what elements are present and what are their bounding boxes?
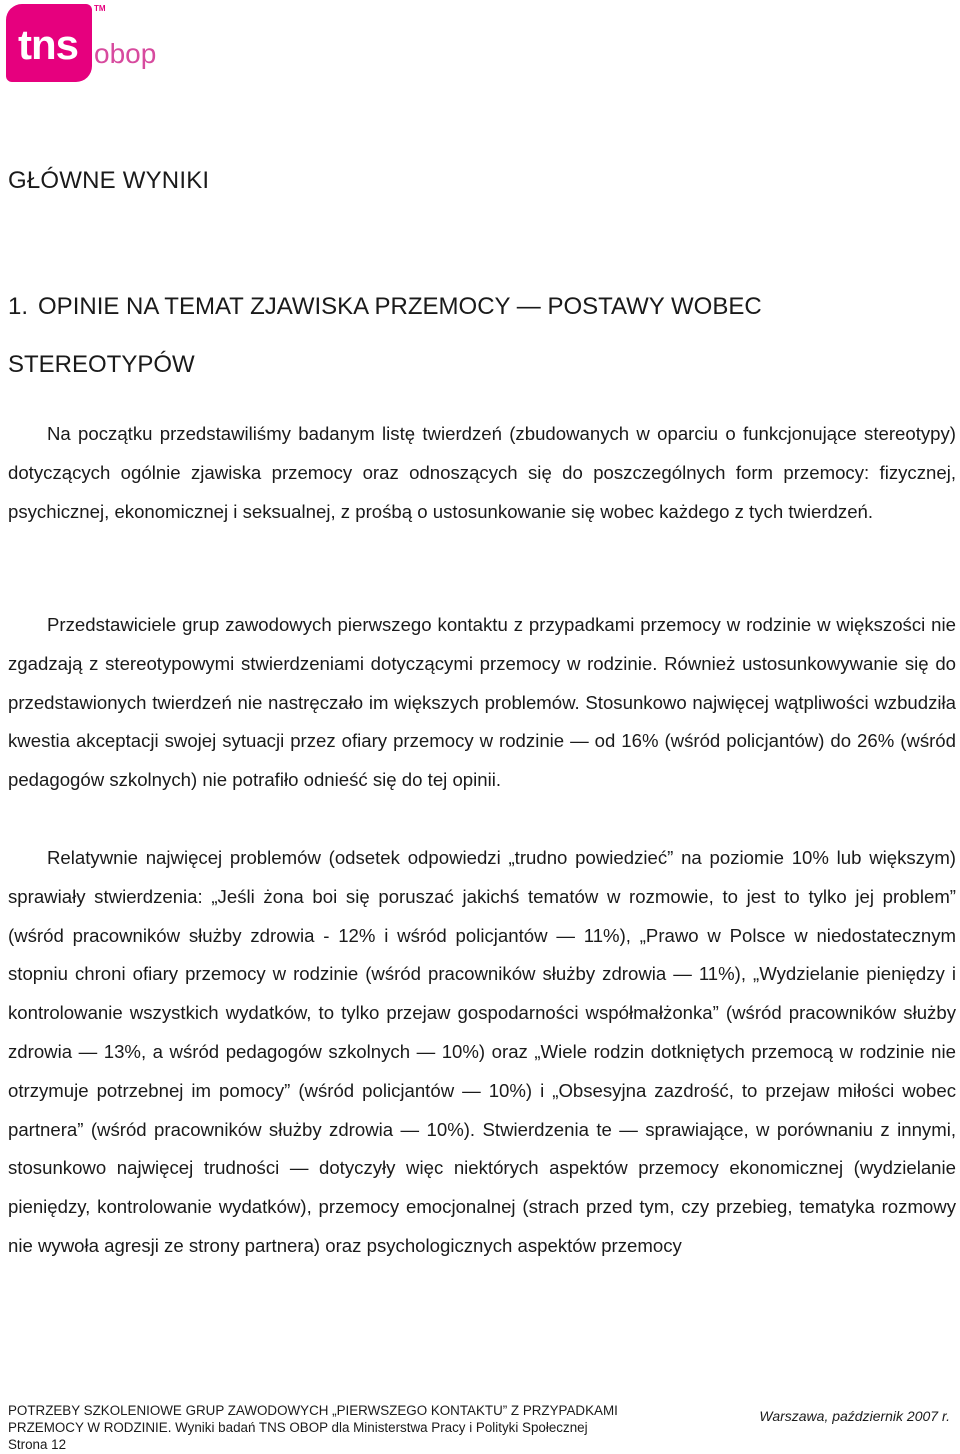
paragraph-intro — [8, 415, 956, 531]
footer-page-number: Strona 12 — [8, 1437, 67, 1452]
footer-line-2: PRZEMOCY W RODZINIE. Wyniki badań TNS OBOP dla Ministerstwa Pracy i Polityki Społecznej — [8, 1420, 588, 1435]
logo-trademark: TM — [94, 4, 106, 13]
paragraph-stereotypes-text: Przedstawiciele grup zawodowych pierwszego kontaktu z przypadkami przemocy w rodzinie w większości nie zgadzają z stereotypowymi stwierdzeniami dotyczącymi przemocy w rodzinie. Również ustosunkowywanie się do przedstawionych twierdzeń nie nastręczało im większych problemów. Stosunkowo najwięcej wątpliwości wzbudziła kwestia akceptacji swojej sytuacji przez ofiary przemocy w rodzinie — od 16% (wśród policjantów) do 26% (wśród pedagogów szkolnych) nie potrafiło odnieść się do tej opinii. — [8, 614, 956, 791]
footer-report-info — [8, 1402, 728, 1453]
footer-date: Warszawa, październik 2007 r. — [759, 1408, 950, 1424]
logo-mark — [6, 4, 92, 82]
section-title: OPINIE NA TEMAT ZJAWISKA PRZEMOCY — POSTAWY WOBEC STEREOTYPÓW — [8, 293, 762, 378]
paragraph-difficulties — [8, 839, 956, 1266]
logo-brand: tns — [18, 21, 78, 68]
footer-line-1: POTRZEBY SZKOLENIOWE GRUP ZAWODOWYCH „PIERWSZEGO KONTAKTU” Z PRZYPADKAMI — [8, 1403, 618, 1418]
paragraph-difficulties-text: Relatywnie najwięcej problemów (odsetek odpowiedzi „trudno powiedzieć” na poziomie 10% lub większym) sprawiały stwierdzenia: „Jeśli żona boi się poruszać jakichś tematów w rozmowie, to jest to tylko jej problem” (wśród pracowników służby zdrowia - 12% i wśród policjantów — 11%), „Prawo w Polsce w niedostatecznym stopniu chroni ofiary przemocy w rodzinie (wśród pracowników służby zdrowia — 11%), „Wydzielanie pieniędzy i kontrolowanie wszystkich wydatków, to tylko przejaw gospodarności współmałżonka” (wśród pracowników służby zdrowia — 13%, a wśród pedagogów szkolnych — 10%) oraz „Wiele rodzin dotkniętych przemocą w rodzinie nie otrzymuje potrzebnej im pomocy” (wśród policjantów — 10%) i „Obsesyjna zazdrość, to przejaw miłości wobec partnera” (wśród pracowników służby zdrowia — 10%). Stwierdzenia te — sprawiające, w porównaniu z innymi, stosunkowo najwięcej trudności — dotyczyły więc niektórych aspektów przemocy ekonomicznej (wydzielanie pieniędzy, kontrolowanie wydatków), przemocy emocjonalnej (strach przed tym, czy przebieg, tematyka rozmowy nie wywoła agresji ze strony partnera) oraz psychologicznych aspektów przemocy — [8, 847, 956, 1256]
logo-sub: obop — [94, 38, 157, 69]
tns-obop-logo — [6, 4, 156, 84]
paragraph-intro-text: Na początku przedstawiliśmy badanym listę twierdzeń (zbudowanych w oparciu o funkcjonujące stereotypy) dotyczących ogólnie zjawiska przemocy oraz odnoszących się do poszczególnych form przemocy: fizycznej, psychicznej, ekonomicznej i seksualnej, z prośbą o ustosunkowanie się wobec każdego z tych twierdzeń. — [8, 423, 956, 522]
section-number: 1. — [8, 293, 29, 320]
section-heading — [8, 278, 948, 394]
page-heading: GŁÓWNE WYNIKI — [8, 167, 210, 194]
paragraph-stereotypes — [8, 606, 956, 800]
